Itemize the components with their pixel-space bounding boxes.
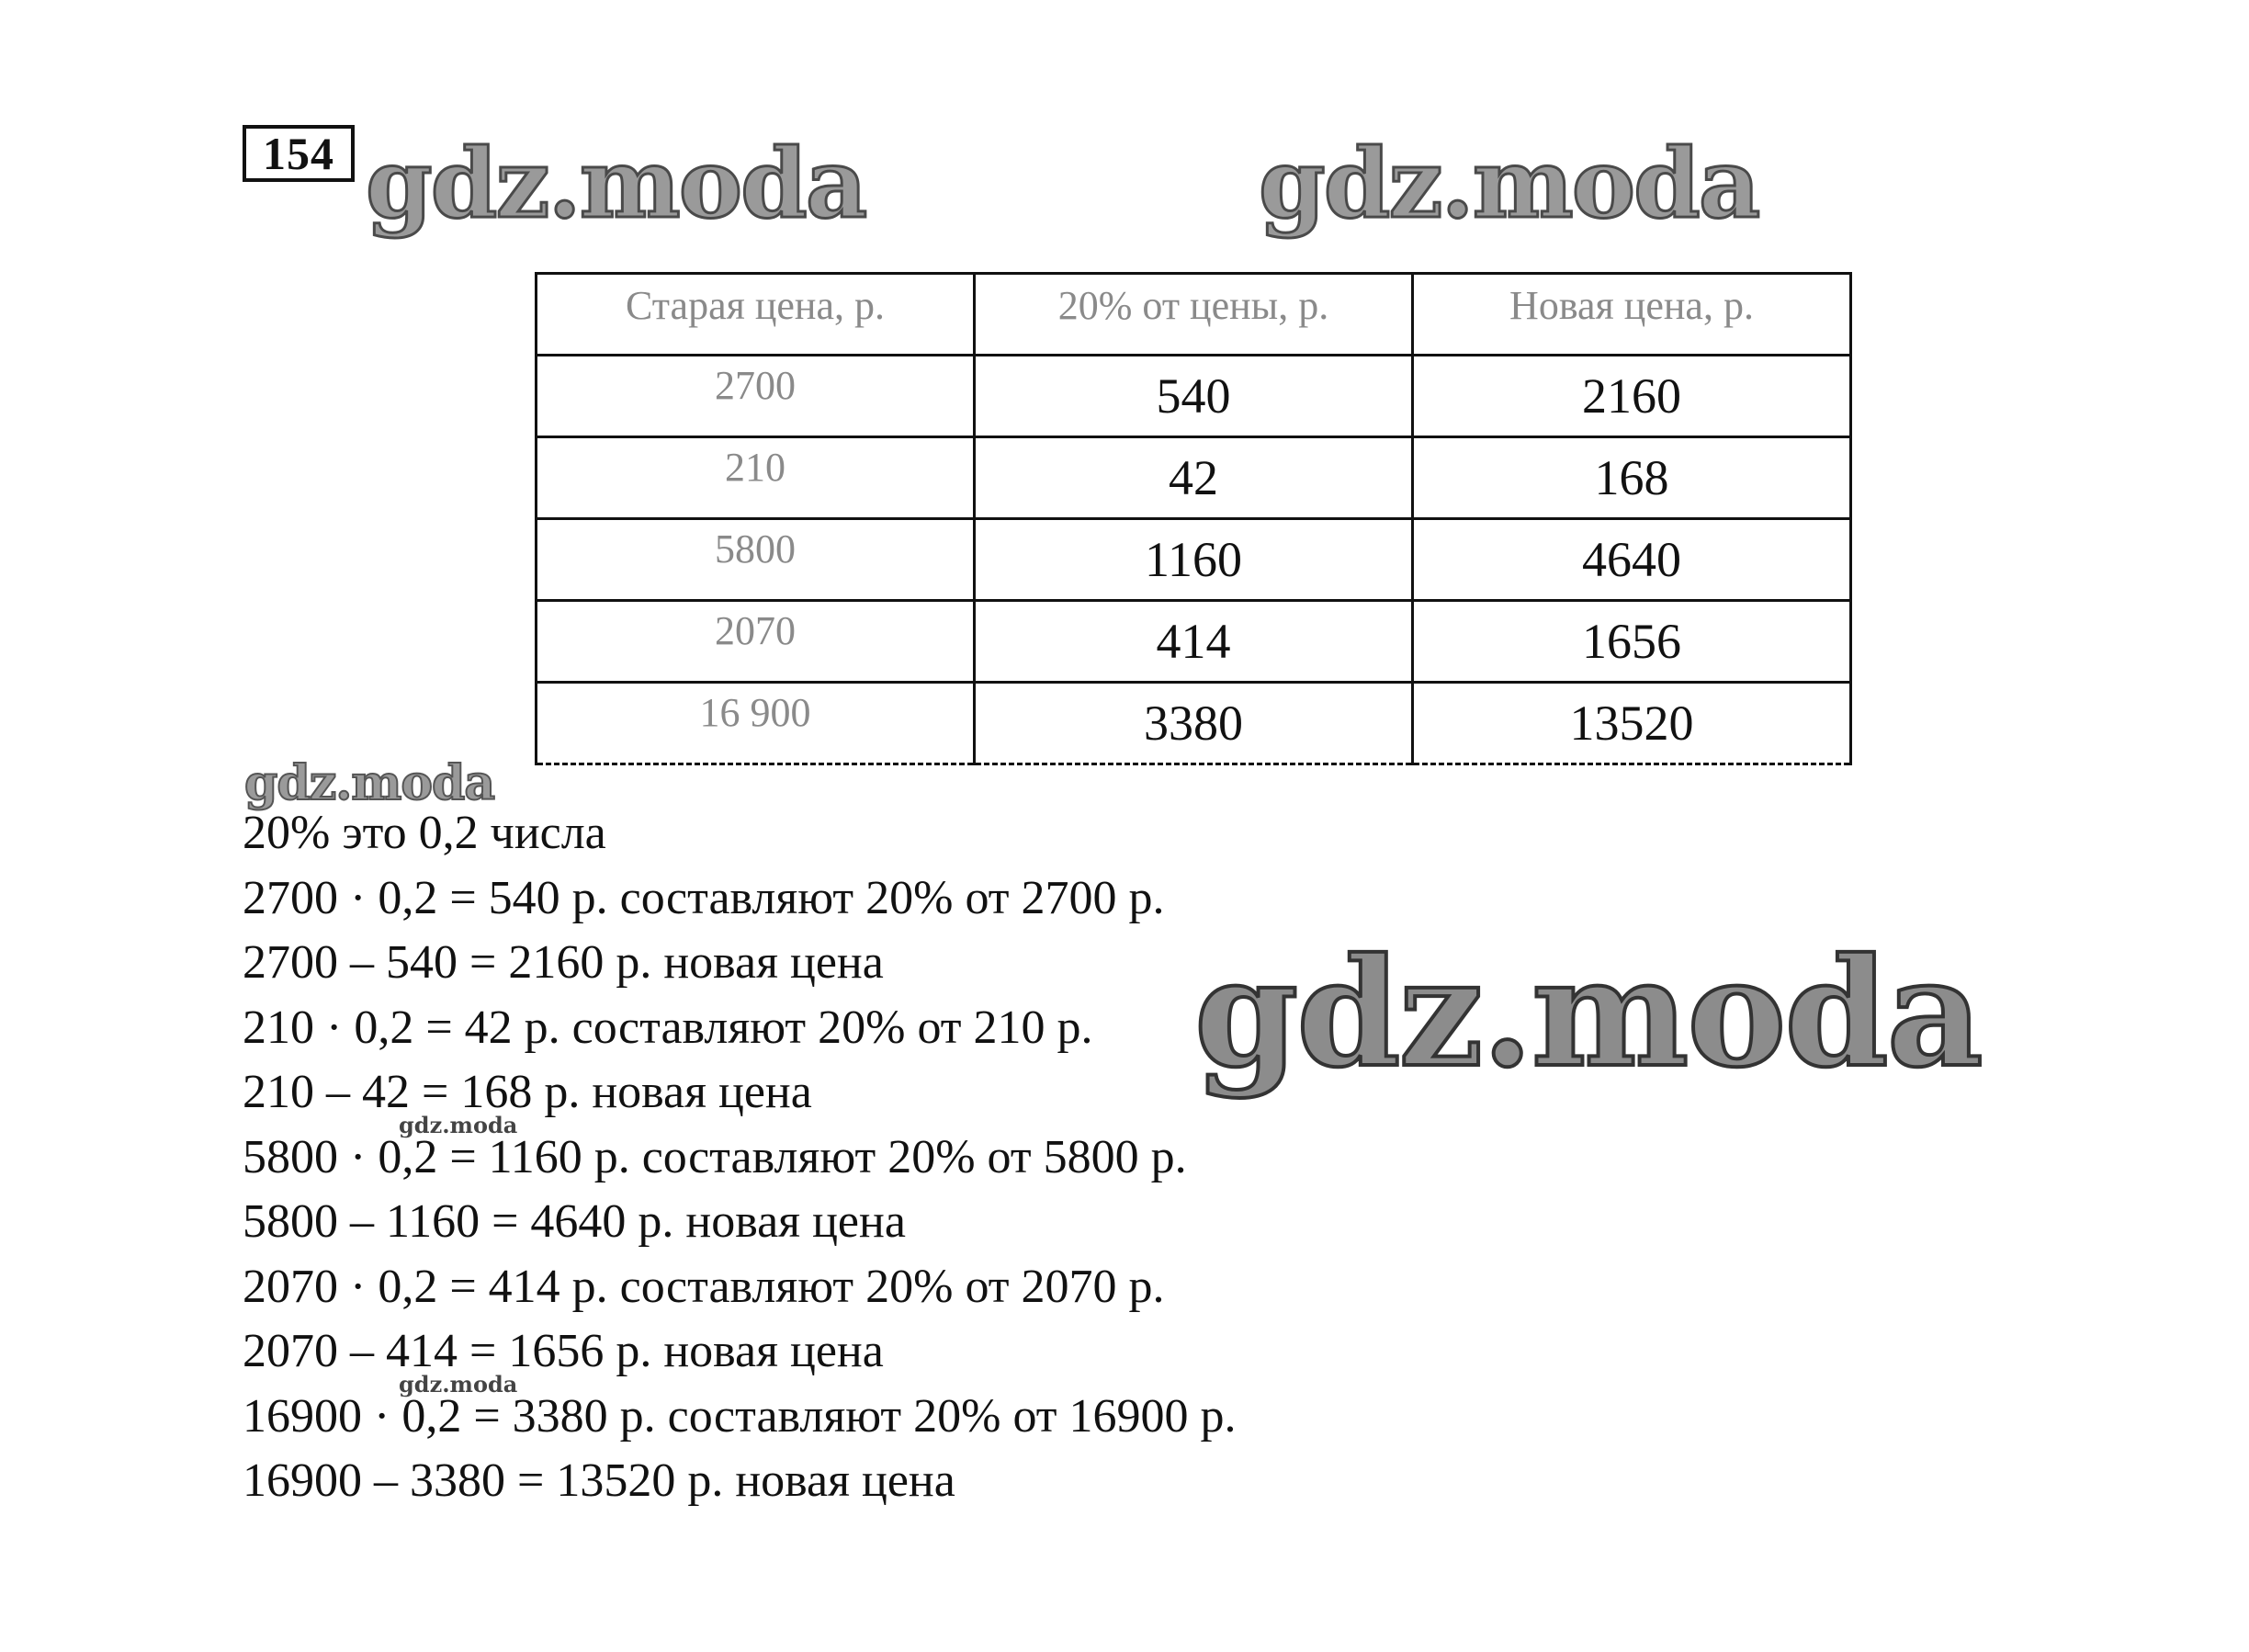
solution-line: 2070 – 414 = 1656 р. новая цена xyxy=(243,1325,884,1377)
cell-percent: 1160 xyxy=(975,519,1413,601)
price-table xyxy=(535,272,1852,765)
solution-line: 2700 – 540 = 2160 р. новая цена xyxy=(243,936,884,989)
cell-percent: 3380 xyxy=(975,683,1413,764)
table-row xyxy=(537,519,1851,601)
solution-line: 2700 · 0,2 = 540 р. составляют 20% от 2700 р. xyxy=(243,871,1165,924)
solution-line: 210 · 0,2 = 42 р. составляют 20% от 210 р. xyxy=(243,1001,1093,1054)
cell-old-price: 2700 xyxy=(537,356,975,437)
watermark: gdz.moda xyxy=(399,1112,518,1138)
solution-text xyxy=(243,801,1237,1514)
solution-line: 210 – 42 = 168 р. новая цена xyxy=(243,1066,812,1118)
watermark: gdz.moda xyxy=(399,1371,518,1397)
cell-new-price: 168 xyxy=(1413,437,1851,519)
solution-line: 2070 · 0,2 = 414 р. составляют 20% от 2070 р. xyxy=(243,1260,1165,1313)
table-row xyxy=(537,437,1851,519)
header-old-price: Старая цена, р. xyxy=(537,274,975,356)
table-header-row xyxy=(537,274,1851,356)
header-percent: 20% от цены, р. xyxy=(975,274,1413,356)
cell-old-price: 5800 xyxy=(537,519,975,601)
watermark: gdz.moda xyxy=(1194,926,1982,1101)
solution-line: 16900 – 3380 = 13520 р. новая цена xyxy=(243,1454,955,1507)
cell-new-price: 13520 xyxy=(1413,683,1851,764)
cell-old-price: 2070 xyxy=(537,601,975,683)
cell-old-price: 210 xyxy=(537,437,975,519)
solution-line: 5800 – 1160 = 4640 р. новая цена xyxy=(243,1195,906,1248)
watermark: gdz.moda xyxy=(244,755,495,811)
table-row xyxy=(537,356,1851,437)
task-number: 154 xyxy=(243,125,355,182)
cell-new-price: 2160 xyxy=(1413,356,1851,437)
cell-old-price: 16 900 xyxy=(537,683,975,764)
solution-line: 16900 · 0,2 = 3380 р. составляют 20% от 16900 р. xyxy=(243,1389,1237,1443)
table-row xyxy=(537,683,1851,764)
table-row xyxy=(537,601,1851,683)
solution-line: 5800 · 0,2 = 1160 р. составляют 20% от 5800 р. xyxy=(243,1130,1187,1183)
solution-line: 20% это 0,2 числа xyxy=(243,807,606,859)
header-new-price: Новая цена, р. xyxy=(1413,274,1851,356)
cell-new-price: 1656 xyxy=(1413,601,1851,683)
cell-percent: 540 xyxy=(975,356,1413,437)
cell-percent: 414 xyxy=(975,601,1413,683)
watermark: gdz.moda xyxy=(1259,127,1759,240)
cell-new-price: 4640 xyxy=(1413,519,1851,601)
cell-percent: 42 xyxy=(975,437,1413,519)
watermark: gdz.moda xyxy=(366,127,866,240)
